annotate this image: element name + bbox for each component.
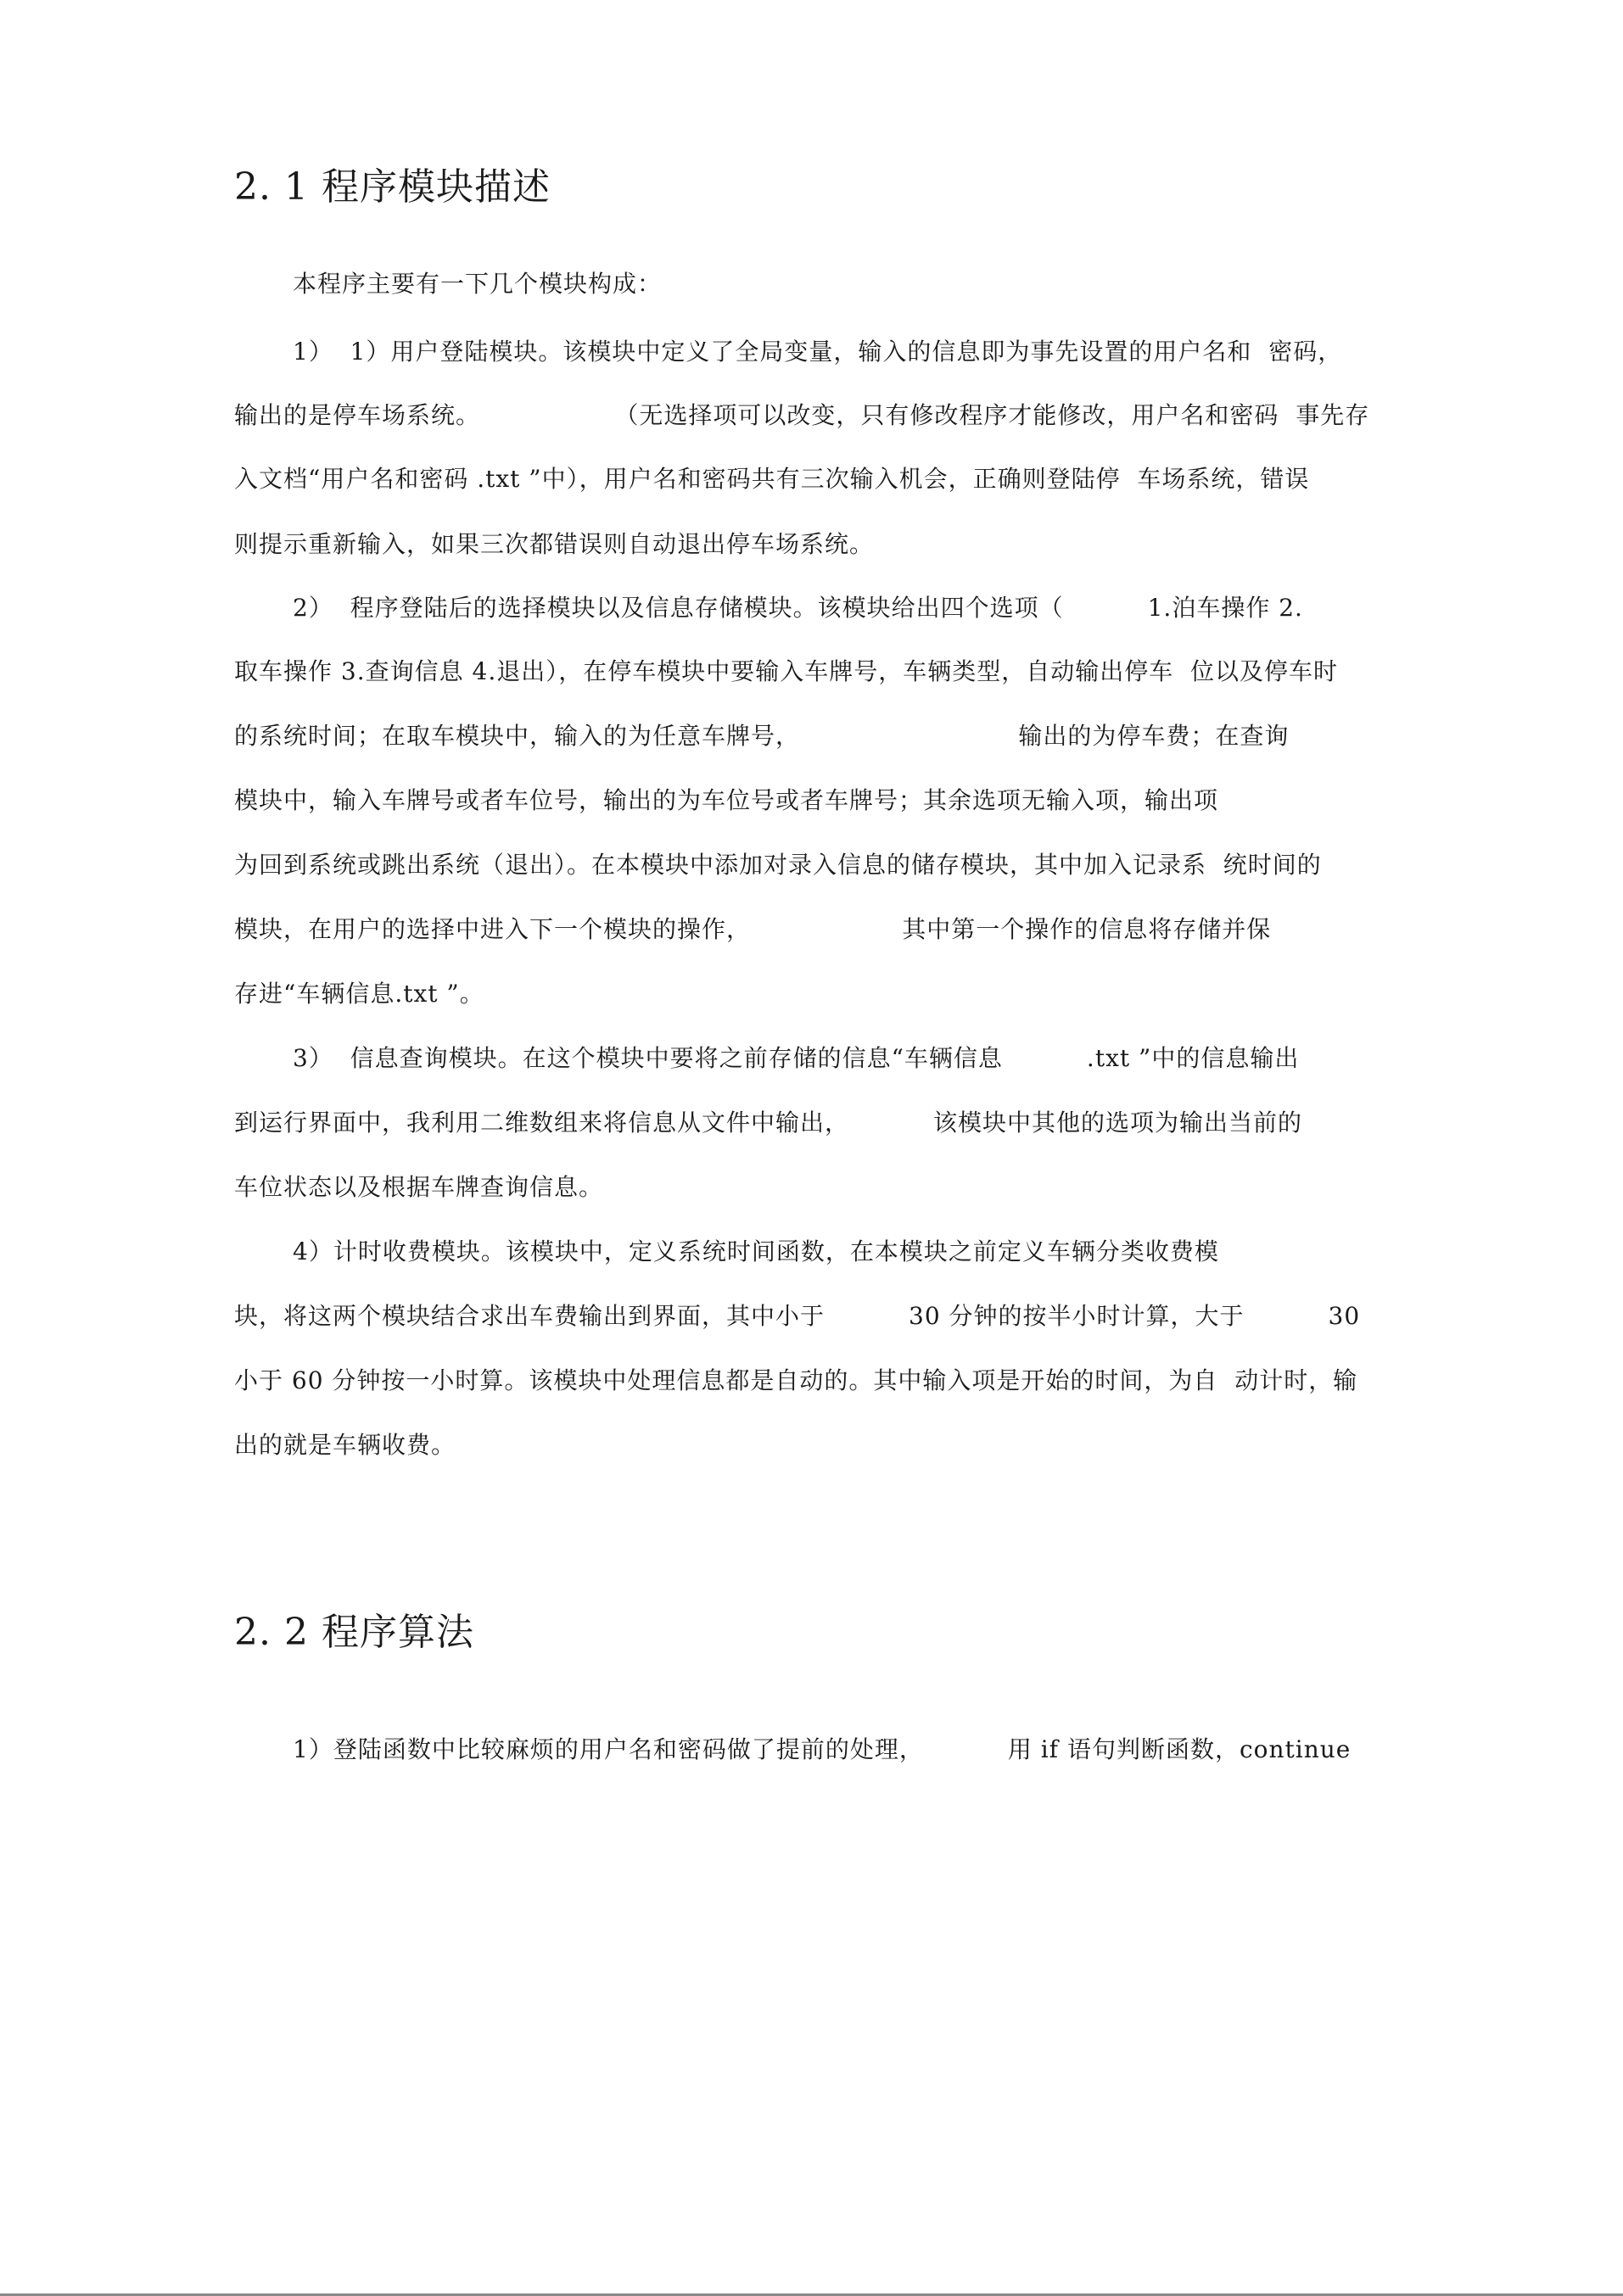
- paragraph-line: 取车操作 3.查询信息 4.退出），在停车模块中要输入车牌号，车辆类型，自动输出停车 位以及停车时: [234, 657, 1339, 685]
- paragraph-line: 块，将这两个模块结合求出车费输出到界面，其中小于 30 分钟的按半小时计算，大于 30: [234, 1302, 1361, 1330]
- paragraph-line: 1） 1）用户登陆模块。该模块中定义了全局变量，输入的信息即为事先设置的用户名和 密码，: [293, 338, 1343, 366]
- paragraph-line: 模块中，输入车牌号或者车位号，输出的为车位号或者车牌号；其余选项无输入项，输出项: [234, 786, 1219, 814]
- paragraph-line: 入文档“用户名和密码 .txt ”中），用户名和密码共有三次输入机会，正确则登陆停 车场系统，错误: [234, 465, 1310, 493]
- section-heading-2-2: 2. 2 程序算法: [234, 1611, 474, 1654]
- paragraph-line: 存进“车辆信息.txt ”。: [234, 980, 484, 1008]
- paragraph-line: 输出的是停车场系统。 （无选择项可以改变，只有修改程序才能修改，用户名和密码 事先存: [234, 401, 1370, 429]
- paragraph-line: 出的就是车辆收费。: [234, 1431, 456, 1459]
- section-heading-2-1: 2. 1 程序模块描述: [234, 165, 551, 209]
- paragraph-line: 的系统时间；在取车模块中，输入的为任意车牌号， 输出的为停车费；在查询: [234, 722, 1290, 750]
- paragraph-line: 车位状态以及根据车牌查询信息。: [234, 1173, 604, 1201]
- paragraph-line: 到运行界面中，我利用二维数组来将信息从文件中输出， 该模块中其他的选项为输出当前的: [234, 1109, 1303, 1137]
- paragraph-line: 3） 信息查询模块。在这个模块中要将之前存储的信息“车辆信息 .txt ”中的信息输出: [293, 1044, 1300, 1072]
- paragraph-line: 小于 60 分钟按一小时算。该模块中处理信息都是自动的。其中输入项是开始的时间，为自 动计时，输: [234, 1366, 1358, 1394]
- paragraph-line: 本程序主要有一下几个模块构成：: [293, 270, 663, 298]
- paragraph-line: 4）计时收费模块。该模块中，定义系统时间函数，在本模块之前定义车辆分类收费模: [293, 1237, 1219, 1265]
- paragraph-line: 1）登陆函数中比较麻烦的用户名和密码做了提前的处理， 用 if 语句判断函数，continue: [293, 1735, 1352, 1763]
- paragraph-line: 为回到系统或跳出系统（退出）。在本模块中添加对录入信息的储存模块，其中加入记录系 统时间的: [234, 851, 1322, 879]
- paragraph-line: 则提示重新输入，如果三次都错误则自动退出停车场系统。: [234, 530, 875, 558]
- paragraph-line: 2） 程序登陆后的选择模块以及信息存储模块。该模块给出四个选项（ 1.泊车操作 2.: [293, 594, 1303, 622]
- paragraph-line: 模块，在用户的选择中进入下一个模块的操作， 其中第一个操作的信息将存储并保: [234, 915, 1272, 943]
